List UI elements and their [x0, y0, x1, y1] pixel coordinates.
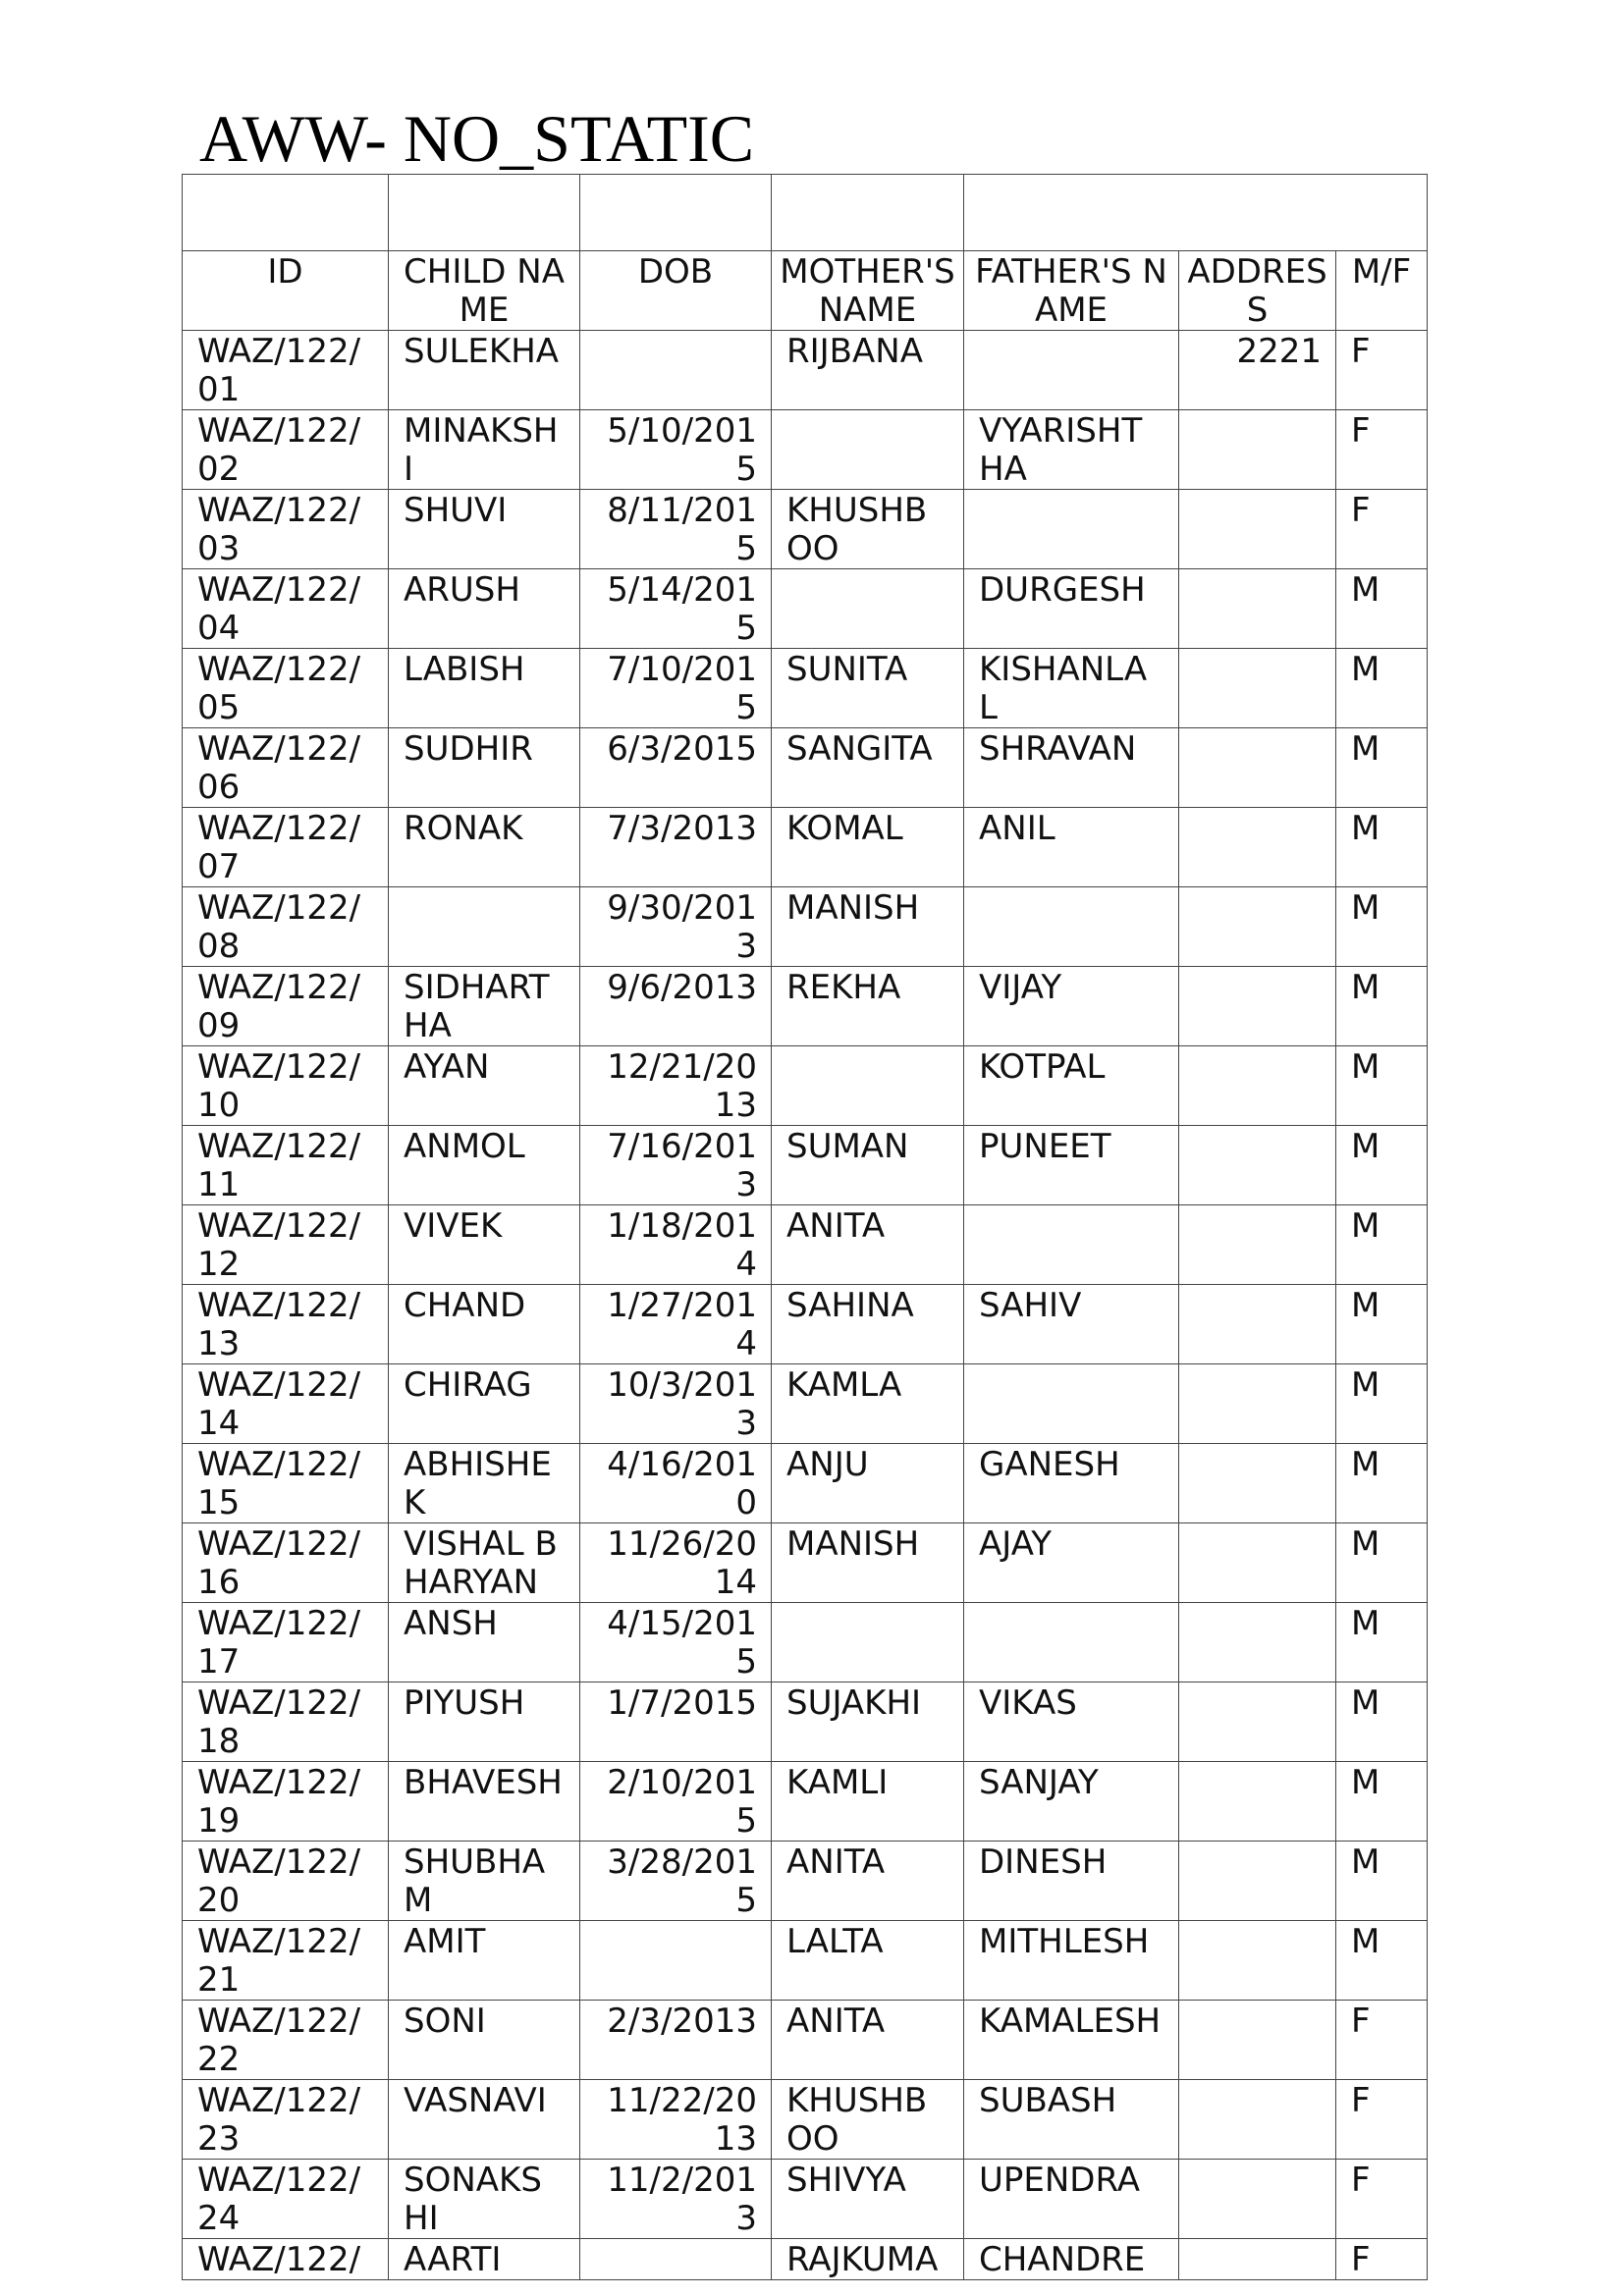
- cell-sex: M: [1336, 1921, 1428, 2001]
- cell-id: WAZ/122/02: [183, 410, 389, 490]
- cell-dob: 1/18/2014: [580, 1205, 772, 1285]
- cell-dob: [580, 1921, 772, 2001]
- cell-mothers-name: SANGITA: [772, 728, 964, 808]
- cell-dob: 2/10/2015: [580, 1762, 772, 1842]
- cell-address: [1179, 1364, 1336, 1444]
- cell-fathers-name: AJAY: [964, 1523, 1179, 1603]
- cell-fathers-name: UPENDRA: [964, 2160, 1179, 2239]
- cell-mothers-name: KHUSHBOO: [772, 2080, 964, 2160]
- cell-id: WAZ/122/21: [183, 1921, 389, 2001]
- cell-id: WAZ/122/18: [183, 1682, 389, 1762]
- cell-dob: 7/3/2013: [580, 808, 772, 887]
- blank-header-row: [183, 175, 1428, 251]
- cell-fathers-name: ANIL: [964, 808, 1179, 887]
- cell-fathers-name: PUNEET: [964, 1126, 1179, 1205]
- table-row: [183, 967, 1428, 1046]
- cell-id: WAZ/122/15: [183, 1444, 389, 1523]
- table-row: [183, 569, 1428, 649]
- cell-fathers-name: KOTPAL: [964, 1046, 1179, 1126]
- blank-cell: [964, 175, 1428, 251]
- cell-id: WAZ/122/16: [183, 1523, 389, 1603]
- cell-sex: F: [1336, 490, 1428, 569]
- table-row: [183, 808, 1428, 887]
- cell-sex: M: [1336, 649, 1428, 728]
- cell-sex: M: [1336, 1364, 1428, 1444]
- cell-address: [1179, 1285, 1336, 1364]
- cell-sex: F: [1336, 331, 1428, 410]
- cell-fathers-name: SUBASH: [964, 2080, 1179, 2160]
- table-row: [183, 2160, 1428, 2239]
- child-register-table: [182, 174, 1428, 2280]
- cell-address: [1179, 2080, 1336, 2160]
- table-row: [183, 2239, 1428, 2280]
- cell-child-name: ABHISHEK: [389, 1444, 580, 1523]
- cell-address: [1179, 1682, 1336, 1762]
- cell-child-name: AARTI: [389, 2239, 580, 2280]
- cell-mothers-name: SHIVYA: [772, 2160, 964, 2239]
- cell-fathers-name: [964, 1205, 1179, 1285]
- cell-address: [1179, 1126, 1336, 1205]
- cell-dob: [580, 2239, 772, 2280]
- cell-child-name: ANMOL: [389, 1126, 580, 1205]
- table-row: [183, 1046, 1428, 1126]
- cell-child-name: [389, 887, 580, 967]
- table-row: [183, 331, 1428, 410]
- cell-address: [1179, 2160, 1336, 2239]
- cell-dob: 5/14/2015: [580, 569, 772, 649]
- cell-child-name: SULEKHA: [389, 331, 580, 410]
- cell-dob: 5/10/2015: [580, 410, 772, 490]
- cell-child-name: SONI: [389, 2001, 580, 2080]
- cell-dob: 6/3/2015: [580, 728, 772, 808]
- cell-child-name: VIVEK: [389, 1205, 580, 1285]
- cell-child-name: AYAN: [389, 1046, 580, 1126]
- cell-fathers-name: [964, 490, 1179, 569]
- header-mothers-name: MOTHER'S NAME: [772, 251, 964, 331]
- cell-mothers-name: SAHINA: [772, 1285, 964, 1364]
- cell-address: [1179, 410, 1336, 490]
- blank-cell: [389, 175, 580, 251]
- cell-id: WAZ/122/: [183, 2239, 389, 2280]
- cell-mothers-name: REKHA: [772, 967, 964, 1046]
- cell-id: WAZ/122/13: [183, 1285, 389, 1364]
- table-row: [183, 1921, 1428, 2001]
- cell-child-name: SONAKSHI: [389, 2160, 580, 2239]
- cell-fathers-name: SANJAY: [964, 1762, 1179, 1842]
- cell-sex: M: [1336, 1205, 1428, 1285]
- cell-fathers-name: VIJAY: [964, 967, 1179, 1046]
- cell-id: WAZ/122/01: [183, 331, 389, 410]
- cell-id: WAZ/122/20: [183, 1842, 389, 1921]
- cell-address: [1179, 808, 1336, 887]
- cell-dob: 1/7/2015: [580, 1682, 772, 1762]
- cell-fathers-name: MITHLESH: [964, 1921, 1179, 2001]
- cell-child-name: AMIT: [389, 1921, 580, 2001]
- cell-fathers-name: [964, 331, 1179, 410]
- cell-id: WAZ/122/08: [183, 887, 389, 967]
- cell-dob: 7/16/2013: [580, 1126, 772, 1205]
- table-row: [183, 410, 1428, 490]
- cell-fathers-name: GANESH: [964, 1444, 1179, 1523]
- cell-id: WAZ/122/17: [183, 1603, 389, 1682]
- cell-mothers-name: [772, 1046, 964, 1126]
- cell-child-name: CHIRAG: [389, 1364, 580, 1444]
- blank-cell: [183, 175, 389, 251]
- cell-child-name: BHAVESH: [389, 1762, 580, 1842]
- cell-sex: F: [1336, 2080, 1428, 2160]
- cell-fathers-name: SAHIV: [964, 1285, 1179, 1364]
- cell-child-name: SHUVI: [389, 490, 580, 569]
- cell-sex: M: [1336, 1603, 1428, 1682]
- cell-sex: M: [1336, 1046, 1428, 1126]
- cell-mothers-name: KHUSHBOO: [772, 490, 964, 569]
- cell-dob: 4/15/2015: [580, 1603, 772, 1682]
- cell-child-name: VASNAVI: [389, 2080, 580, 2160]
- cell-fathers-name: CHANDRE: [964, 2239, 1179, 2280]
- cell-dob: 2/3/2013: [580, 2001, 772, 2080]
- cell-address: [1179, 2239, 1336, 2280]
- cell-dob: 7/10/2015: [580, 649, 772, 728]
- cell-mothers-name: KOMAL: [772, 808, 964, 887]
- cell-mothers-name: KAMLA: [772, 1364, 964, 1444]
- cell-sex: F: [1336, 410, 1428, 490]
- table-row: [183, 490, 1428, 569]
- cell-address: [1179, 887, 1336, 967]
- cell-dob: 1/27/2014: [580, 1285, 772, 1364]
- cell-id: WAZ/122/10: [183, 1046, 389, 1126]
- cell-child-name: ANSH: [389, 1603, 580, 1682]
- cell-address: [1179, 1046, 1336, 1126]
- cell-id: WAZ/122/23: [183, 2080, 389, 2160]
- cell-address: [1179, 1603, 1336, 1682]
- cell-id: WAZ/122/05: [183, 649, 389, 728]
- cell-child-name: RONAK: [389, 808, 580, 887]
- cell-mothers-name: ANITA: [772, 1205, 964, 1285]
- cell-address: [1179, 2001, 1336, 2080]
- cell-id: WAZ/122/11: [183, 1126, 389, 1205]
- blank-cell: [772, 175, 964, 251]
- cell-address: 2221: [1179, 331, 1336, 410]
- cell-dob: 4/16/2010: [580, 1444, 772, 1523]
- table-row: [183, 2001, 1428, 2080]
- table-row: [183, 1523, 1428, 1603]
- header-id: ID: [183, 251, 389, 331]
- cell-id: WAZ/122/12: [183, 1205, 389, 1285]
- cell-child-name: SUDHIR: [389, 728, 580, 808]
- cell-fathers-name: [964, 1364, 1179, 1444]
- table-row: [183, 1205, 1428, 1285]
- cell-fathers-name: VYARISHTHA: [964, 410, 1179, 490]
- cell-sex: M: [1336, 1126, 1428, 1205]
- cell-mothers-name: MANISH: [772, 887, 964, 967]
- cell-id: WAZ/122/19: [183, 1762, 389, 1842]
- cell-child-name: CHAND: [389, 1285, 580, 1364]
- cell-sex: M: [1336, 1285, 1428, 1364]
- cell-address: [1179, 1762, 1336, 1842]
- cell-mothers-name: ANITA: [772, 1842, 964, 1921]
- cell-fathers-name: KISHANLAL: [964, 649, 1179, 728]
- cell-mothers-name: KAMLI: [772, 1762, 964, 1842]
- cell-id: WAZ/122/03: [183, 490, 389, 569]
- cell-fathers-name: SHRAVAN: [964, 728, 1179, 808]
- table-row: [183, 1285, 1428, 1364]
- cell-address: [1179, 1842, 1336, 1921]
- cell-fathers-name: DURGESH: [964, 569, 1179, 649]
- cell-child-name: SIDHARTHA: [389, 967, 580, 1046]
- cell-address: [1179, 1921, 1336, 2001]
- cell-mothers-name: ANITA: [772, 2001, 964, 2080]
- header-fathers-name: FATHER'S NAME: [964, 251, 1179, 331]
- cell-fathers-name: KAMALESH: [964, 2001, 1179, 2080]
- table-row: [183, 1364, 1428, 1444]
- header-child-name: CHILD NAME: [389, 251, 580, 331]
- cell-address: [1179, 490, 1336, 569]
- cell-fathers-name: [964, 887, 1179, 967]
- cell-child-name: SHUBHAM: [389, 1842, 580, 1921]
- cell-address: [1179, 569, 1336, 649]
- table-row: [183, 728, 1428, 808]
- cell-id: WAZ/122/22: [183, 2001, 389, 2080]
- cell-address: [1179, 1205, 1336, 1285]
- cell-fathers-name: VIKAS: [964, 1682, 1179, 1762]
- cell-child-name: LABISH: [389, 649, 580, 728]
- cell-mothers-name: MANISH: [772, 1523, 964, 1603]
- table-row: [183, 1444, 1428, 1523]
- cell-sex: M: [1336, 808, 1428, 887]
- cell-dob: 3/28/2015: [580, 1842, 772, 1921]
- cell-sex: M: [1336, 1682, 1428, 1762]
- cell-id: WAZ/122/04: [183, 569, 389, 649]
- cell-id: WAZ/122/07: [183, 808, 389, 887]
- cell-address: [1179, 1523, 1336, 1603]
- cell-id: WAZ/122/09: [183, 967, 389, 1046]
- cell-mothers-name: LALTA: [772, 1921, 964, 2001]
- cell-mothers-name: [772, 410, 964, 490]
- cell-sex: M: [1336, 569, 1428, 649]
- cell-mothers-name: SUMAN: [772, 1126, 964, 1205]
- cell-mothers-name: RAJKUMA: [772, 2239, 964, 2280]
- cell-sex: M: [1336, 1842, 1428, 1921]
- cell-address: [1179, 728, 1336, 808]
- cell-sex: M: [1336, 728, 1428, 808]
- cell-sex: M: [1336, 1523, 1428, 1603]
- cell-sex: F: [1336, 2160, 1428, 2239]
- cell-mothers-name: SUJAKHI: [772, 1682, 964, 1762]
- cell-child-name: MINAKSHI: [389, 410, 580, 490]
- cell-fathers-name: [964, 1603, 1179, 1682]
- cell-dob: 11/22/2013: [580, 2080, 772, 2160]
- cell-id: WAZ/122/24: [183, 2160, 389, 2239]
- cell-address: [1179, 649, 1336, 728]
- cell-dob: 8/11/2015: [580, 490, 772, 569]
- cell-mothers-name: [772, 569, 964, 649]
- table-row: [183, 2080, 1428, 2160]
- header-address: ADDRESS: [1179, 251, 1336, 331]
- header-dob: DOB: [580, 251, 772, 331]
- cell-dob: 12/21/2013: [580, 1046, 772, 1126]
- cell-sex: M: [1336, 1444, 1428, 1523]
- page-title: AWW- NO_STATIC: [199, 101, 755, 176]
- cell-sex: F: [1336, 2239, 1428, 2280]
- cell-id: WAZ/122/06: [183, 728, 389, 808]
- table-row: [183, 1682, 1428, 1762]
- cell-mothers-name: RIJBANA: [772, 331, 964, 410]
- cell-dob: 9/30/2013: [580, 887, 772, 967]
- cell-mothers-name: SUNITA: [772, 649, 964, 728]
- cell-address: [1179, 967, 1336, 1046]
- cell-mothers-name: [772, 1603, 964, 1682]
- cell-address: [1179, 1444, 1336, 1523]
- cell-dob: 11/2/2013: [580, 2160, 772, 2239]
- table-row: [183, 1603, 1428, 1682]
- cell-dob: 11/26/2014: [580, 1523, 772, 1603]
- cell-dob: 9/6/2013: [580, 967, 772, 1046]
- cell-id: WAZ/122/14: [183, 1364, 389, 1444]
- cell-child-name: PIYUSH: [389, 1682, 580, 1762]
- table-row: [183, 1762, 1428, 1842]
- header-sex: M/F: [1336, 251, 1428, 331]
- cell-dob: 10/3/2013: [580, 1364, 772, 1444]
- cell-child-name: VISHAL BHARYAN: [389, 1523, 580, 1603]
- cell-sex: M: [1336, 1762, 1428, 1842]
- column-header-row: [183, 251, 1428, 331]
- cell-child-name: ARUSH: [389, 569, 580, 649]
- table-row: [183, 887, 1428, 967]
- table-row: [183, 1842, 1428, 1921]
- table-row: [183, 649, 1428, 728]
- cell-sex: M: [1336, 967, 1428, 1046]
- cell-mothers-name: ANJU: [772, 1444, 964, 1523]
- blank-cell: [580, 175, 772, 251]
- cell-sex: F: [1336, 2001, 1428, 2080]
- cell-dob: [580, 331, 772, 410]
- cell-sex: M: [1336, 887, 1428, 967]
- cell-fathers-name: DINESH: [964, 1842, 1179, 1921]
- table-row: [183, 1126, 1428, 1205]
